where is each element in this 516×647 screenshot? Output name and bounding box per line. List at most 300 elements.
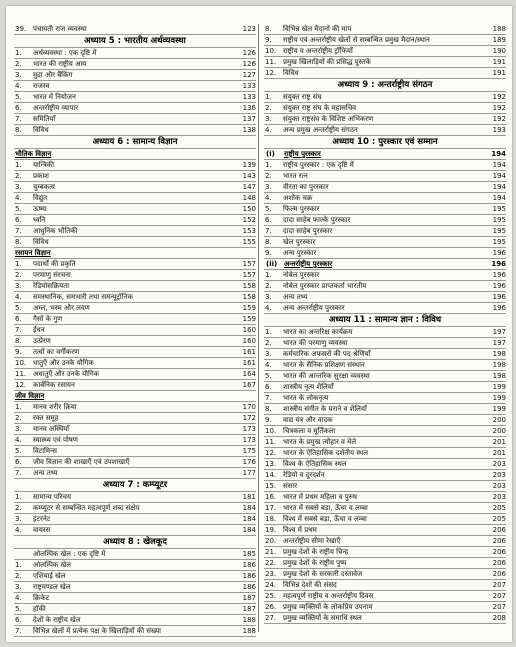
page-number: 205 <box>492 515 506 523</box>
entry-number: 2. <box>265 172 272 180</box>
entry-title: दादा साहेब पुरस्कार <box>283 227 333 235</box>
toc-entry <box>264 602 506 613</box>
entry-title: चुम्बकत्व <box>33 183 55 191</box>
entry-number: 7. <box>15 469 22 477</box>
toc-entry <box>14 457 256 468</box>
entry-number: 10. <box>265 427 277 435</box>
entry-title: भारत का अन्तरिक्ष कार्यक्रम <box>283 328 353 336</box>
toc-entry <box>264 547 506 558</box>
entry-number: 8. <box>265 405 272 413</box>
toc-entry <box>264 114 506 125</box>
entry-number: 6. <box>265 216 272 224</box>
entry-title: राष्ट्रीय पुरस्कार : एक दृष्टि में <box>283 161 354 169</box>
entry-title: कम्प्यूटर से सम्बन्धित महत्वपूर्ण शब्द संक्षेप <box>33 504 140 512</box>
page-number: 203 <box>492 493 506 501</box>
entry-title: भारत के प्रमुख त्यौहार व मेले <box>283 438 357 446</box>
toc-entry <box>264 46 506 57</box>
entry-number: 6. <box>15 315 22 323</box>
page-number: 206 <box>492 570 506 578</box>
entry-title: विश्व में सबसे बड़ा, ऊँचा व लम्बा <box>283 515 367 523</box>
toc-entry <box>14 270 256 281</box>
toc-entry <box>14 503 256 514</box>
toc-left-column <box>14 24 256 637</box>
entry-title: जीव विज्ञान की शाखाएँ एवं उपशाखाएँ <box>33 458 130 466</box>
entry-title: परमाणु संरचना <box>33 271 71 279</box>
entry-number: 5. <box>265 372 272 380</box>
entry-title: भारत में सबसे बड़ा, ऊँचा व लम्बा <box>283 504 368 512</box>
entry-title: विद्युत <box>33 194 48 202</box>
page-number: 206 <box>492 526 506 534</box>
entry-number: 4. <box>15 526 22 534</box>
entry-title: गैसों के गुण <box>33 315 63 323</box>
entry-title: स्वास्थ्य एवं पोषण <box>33 436 78 444</box>
entry-number: 5. <box>15 605 22 613</box>
toc-entry <box>264 536 506 547</box>
entry-number: 5. <box>15 205 22 213</box>
section-title: अन्तर्राष्ट्रीय पुरस्कार <box>284 260 333 268</box>
entry-title: अर्थव्यवस्था : एक दृष्टि में <box>33 49 97 57</box>
toc-entry <box>14 514 256 525</box>
page-number: 159 <box>242 304 256 312</box>
page-number: 193 <box>492 126 506 134</box>
entry-title: संसार <box>283 482 298 490</box>
page-number: 196 <box>492 304 506 312</box>
toc-entry <box>14 259 256 270</box>
entry-number: 8. <box>265 25 272 33</box>
toc-entry <box>14 468 256 479</box>
entry-title: संयुक्त राष्ट्र संघ के महासचिव <box>283 104 357 112</box>
page-number: 161 <box>242 359 256 367</box>
page-number: 195 <box>492 216 506 224</box>
page-number: 198 <box>492 361 506 369</box>
entry-number: 7. <box>15 326 22 334</box>
page-number: 138 <box>242 126 256 134</box>
entry-title: भारत के सैनिक प्रशिक्षण संस्थान <box>283 361 365 369</box>
entry-title: ध्वनि <box>33 216 46 224</box>
entry-number: 2. <box>15 414 22 422</box>
toc-entry <box>264 360 506 371</box>
page-number: 207 <box>492 592 506 600</box>
toc-entry <box>14 402 256 413</box>
page-number: 181 <box>242 493 256 501</box>
entry-number: 3. <box>15 282 22 290</box>
page-number: 164 <box>242 370 256 378</box>
page-number: 206 <box>492 559 506 567</box>
page-number: 194 <box>491 150 506 158</box>
entry-title: अन्तर्राष्ट्रीय सीमा रेखाएँ <box>283 537 341 545</box>
entry-title: प्रकाश <box>33 172 49 180</box>
entry-title: विभिन्न खेल मैदानों की माप <box>283 25 352 33</box>
entry-number: 7. <box>265 227 272 235</box>
toc-entry <box>14 424 256 435</box>
toc-entry <box>14 549 256 560</box>
page-number: 194 <box>492 172 506 180</box>
toc-entry <box>14 125 256 136</box>
entry-title: विटामिन्स <box>33 447 58 455</box>
toc-entry <box>264 292 506 303</box>
chapter-heading: अध्याय 9 : अन्तर्राष्ट्रीय संगठन <box>264 79 506 92</box>
toc-entry <box>264 569 506 580</box>
entry-title: विश्व के ऐतिहासिक स्थल <box>283 460 347 468</box>
toc-entry <box>14 114 256 125</box>
entry-title: अन्य पुरस्कार <box>283 249 317 257</box>
entry-title: प्रमुख व्यक्तियों के समाधि स्थल <box>283 614 362 622</box>
page-number: 188 <box>242 627 256 635</box>
chapter-heading: अध्याय 10 : पुरस्कार एवं सम्मान <box>264 136 506 149</box>
entry-number: 6. <box>15 104 22 112</box>
entry-number: 25. <box>265 592 277 600</box>
entry-number: 10. <box>265 47 277 55</box>
toc-entry <box>264 35 506 46</box>
toc-entry <box>264 404 506 415</box>
toc-entry <box>14 571 256 582</box>
entry-title: प्रमुख खिलाड़ियों की प्रसिद्ध पुस्तकें <box>283 58 371 66</box>
page-number: 158 <box>242 293 256 301</box>
entry-title: चित्रकला व मूर्तिकला <box>283 427 336 435</box>
entry-title: यान्त्रिकी <box>33 161 55 169</box>
page-number: 196 <box>492 271 506 279</box>
entry-number: 1. <box>15 49 22 57</box>
toc-entry <box>14 604 256 615</box>
entry-title: रक्त समूह <box>33 414 59 422</box>
toc-entry <box>14 358 256 369</box>
page-number: 186 <box>242 561 256 569</box>
page-number: 200 <box>492 427 506 435</box>
entry-title: भारत रत्न <box>283 172 308 180</box>
toc-entry <box>14 582 256 593</box>
entry-number: 7. <box>15 227 22 235</box>
entry-title: समितियाँ <box>33 115 56 123</box>
toc-entry <box>14 336 256 347</box>
page-number: 196 <box>492 282 506 290</box>
toc-entry <box>264 92 506 103</box>
entry-number: 1. <box>15 403 22 411</box>
entry-number: 10. <box>15 359 27 367</box>
page-number: 173 <box>242 425 256 433</box>
entry-title: अन्तर्राष्ट्रीय व्यापार <box>33 104 79 112</box>
toc-entry <box>264 327 506 338</box>
entry-number: 5. <box>15 447 22 455</box>
page-number: 126 <box>242 60 256 68</box>
page-number: 192 <box>492 93 506 101</box>
section-number: (ii) <box>266 260 278 268</box>
toc-entry <box>14 314 256 325</box>
page-number: 195 <box>492 238 506 246</box>
toc-entry <box>264 338 506 349</box>
toc-entry <box>264 281 506 292</box>
entry-number: 6. <box>15 458 22 466</box>
entry-title: भारत के लोकनृत्य <box>283 394 329 402</box>
toc-entry <box>14 292 256 303</box>
toc-entry <box>264 591 506 602</box>
entry-number: 9. <box>265 249 272 257</box>
entry-number: 2. <box>15 504 22 512</box>
page-number: 123 <box>242 25 256 33</box>
entry-number: 18. <box>265 515 277 523</box>
entry-title: संयुक्त राष्ट्रसंघ के विशिष्ट अभिकरण <box>283 115 374 123</box>
entry-number: 8. <box>265 238 272 246</box>
entry-title: अन्य प्रमुख अन्तर्राष्ट्रीय संगठन <box>283 126 358 134</box>
page-number: 192 <box>492 104 506 112</box>
section-number: (i) <box>266 150 275 158</box>
entry-title: तत्वों का वर्गीकरण <box>33 348 80 356</box>
page-number: 153 <box>242 227 256 235</box>
section-heading <box>14 391 256 402</box>
entry-title: रेडियो व दूरदर्शन <box>283 471 325 479</box>
entry-title: भारत की परमाणु व्यवस्था <box>283 339 348 347</box>
entry-title: राष्ट्रमण्डल खेल <box>33 583 71 591</box>
page-number: 173 <box>242 436 256 444</box>
entry-title: संयुक्त राष्ट्र संघ <box>283 93 322 101</box>
page-number: 127 <box>242 71 256 79</box>
toc-entry <box>264 426 506 437</box>
toc-entry <box>14 160 256 171</box>
entry-title: प्रमुख देशों के राष्ट्रीय पुष्प <box>283 559 347 567</box>
entry-number: 23. <box>265 570 277 578</box>
page-number: 158 <box>242 282 256 290</box>
toc-entry <box>264 226 506 237</box>
entry-title: प्रमुख व्यक्तियों के लोकप्रिय उपनाम <box>283 603 373 611</box>
toc-entry <box>264 193 506 204</box>
chapter-heading: अध्याय 5 : भारतीय अर्थव्यवस्था <box>14 35 256 48</box>
page-number: 201 <box>492 438 506 446</box>
section-title: भौतिक विज्ञान <box>15 150 52 158</box>
page-number: 196 <box>491 260 506 268</box>
page-number: 208 <box>492 614 506 622</box>
entry-title: शास्त्रीय नृत्य शैलियाँ <box>283 383 334 391</box>
entry-number: 2. <box>265 282 272 290</box>
entry-number: 4. <box>15 436 22 444</box>
entry-number: 3. <box>15 583 22 591</box>
page-number: 198 <box>492 372 506 380</box>
toc-entry <box>14 325 256 336</box>
page-number: 176 <box>242 458 256 466</box>
entry-number: 4. <box>15 594 22 602</box>
entry-number: 20. <box>265 537 277 545</box>
toc-entry <box>14 81 256 92</box>
toc-entry <box>14 303 256 314</box>
toc-entry <box>14 92 256 103</box>
toc-entry <box>264 470 506 481</box>
page-number: 192 <box>492 115 506 123</box>
chapter-heading: अध्याय 8 : खेलकूद <box>14 536 256 549</box>
entry-number: 19. <box>265 526 277 534</box>
entry-number: 14. <box>265 471 277 479</box>
entry-title: राजस्व <box>33 82 50 90</box>
entry-title: कार्बनिक रसायन <box>33 381 75 389</box>
page-number: 188 <box>492 25 506 33</box>
entry-title: अम्ल, भस्म और लवण <box>33 304 90 312</box>
entry-number: 12. <box>15 381 27 389</box>
toc-entry <box>264 160 506 171</box>
toc-entry <box>264 237 506 248</box>
toc-entry <box>14 215 256 226</box>
toc-entry <box>14 171 256 182</box>
entry-number: 3. <box>15 425 22 433</box>
page-number: 157 <box>242 260 256 268</box>
entry-title: देशों के राष्ट्रीय खेल <box>33 616 81 624</box>
entry-title: भारत की आन्तरिक सुरक्षा व्यवस्था <box>283 372 370 380</box>
entry-title: मानव अस्थियाँ <box>33 425 70 433</box>
entry-title: वाद्य यंत्र और वादक <box>283 416 333 424</box>
page-number: 184 <box>242 526 256 534</box>
page-number: 148 <box>242 194 256 202</box>
entry-number: 6. <box>265 383 272 391</box>
page-number: 160 <box>242 326 256 334</box>
entry-number: 2. <box>265 104 272 112</box>
entry-title: मानव शरीर क्रिया <box>33 403 77 411</box>
entry-number: 7. <box>265 394 272 402</box>
entry-title: ओलम्पिक खेल : एक दृष्टि में <box>33 550 106 558</box>
toc-entry <box>14 237 256 248</box>
toc-entry <box>264 613 506 624</box>
page-number: 195 <box>492 227 506 235</box>
entry-title: विविध <box>283 69 299 77</box>
toc-entry <box>14 615 256 626</box>
section-heading <box>14 149 256 160</box>
toc-entry <box>14 182 256 193</box>
page-number: 136 <box>242 104 256 112</box>
entry-title: प्रमुख देशों के सरकारी दस्तावेज <box>283 570 363 578</box>
entry-number: 6. <box>15 616 22 624</box>
entry-number: 15. <box>265 482 277 490</box>
toc-entry <box>264 371 506 382</box>
toc-right-column <box>264 24 506 624</box>
section-heading <box>264 149 506 160</box>
entry-number: 6. <box>15 216 22 224</box>
page-number: 201 <box>492 449 506 457</box>
entry-number: 4. <box>265 304 272 312</box>
toc-entry <box>264 448 506 459</box>
toc-entry <box>264 204 506 215</box>
entry-number: 26. <box>265 603 277 611</box>
page-number: 203 <box>492 460 506 468</box>
entry-title: फिल्म पुरस्कार <box>283 205 320 213</box>
entry-number: 13. <box>265 460 277 468</box>
entry-title: क्रिकेट <box>33 594 50 602</box>
entry-number: 9. <box>265 36 272 44</box>
entry-number: 7. <box>15 627 22 635</box>
entry-title: ईंधन <box>33 326 45 334</box>
page-number: 203 <box>492 471 506 479</box>
entry-title: सामान्य परिचय <box>33 493 72 501</box>
page-number: 137 <box>242 115 256 123</box>
entry-title: खेल पुरस्कार <box>283 238 316 246</box>
toc-entry <box>14 413 256 424</box>
page-number: 185 <box>242 550 256 558</box>
section-title: जीव विज्ञान <box>15 392 45 400</box>
toc-entry <box>264 57 506 68</box>
entry-number: 2. <box>15 271 22 279</box>
toc-entry <box>264 182 506 193</box>
entry-number: 5. <box>15 93 22 101</box>
entry-title: विविध <box>33 126 49 134</box>
entry-number: 17. <box>265 504 277 512</box>
toc-entry <box>14 593 256 604</box>
toc-entry <box>14 70 256 81</box>
toc-entry <box>14 24 256 35</box>
entry-title: एशियाई खेल <box>33 572 66 580</box>
page-number: 207 <box>492 581 506 589</box>
toc-entry <box>14 446 256 457</box>
entry-number: 3. <box>15 515 22 523</box>
toc-entry <box>14 59 256 70</box>
entry-number: 27. <box>265 614 277 622</box>
page-number: 194 <box>492 194 506 202</box>
entry-title: कर्मचारिक अफसरों की पद श्रेणियाँ <box>283 350 371 358</box>
entry-number: 4. <box>15 82 22 90</box>
entry-title: वीरता का पुरस्कार <box>283 183 329 191</box>
toc-entry <box>264 215 506 226</box>
toc-entry <box>14 380 256 391</box>
page-number: 194 <box>492 161 506 169</box>
entry-title: विविध <box>33 238 49 246</box>
entry-number: 1. <box>15 493 22 501</box>
toc-entry <box>264 514 506 525</box>
page-number: 157 <box>242 271 256 279</box>
page-number: 152 <box>242 216 256 224</box>
entry-title: अशोक चक्र <box>283 194 313 202</box>
entry-title: भारत के ऐतिहासिक दर्शनीय स्थल <box>283 449 369 457</box>
entry-number: 2. <box>15 172 22 180</box>
page-number: 206 <box>492 548 506 556</box>
entry-number: 3. <box>15 183 22 191</box>
toc-entry <box>264 24 506 35</box>
page-number: 205 <box>492 504 506 512</box>
entry-number: 7. <box>15 115 22 123</box>
section-heading <box>264 259 506 270</box>
entry-title: आधुनिक भौतिकी <box>33 227 78 235</box>
toc-entry <box>14 204 256 215</box>
entry-number: 8. <box>15 337 22 345</box>
page-number: 199 <box>492 394 506 402</box>
page-number: 187 <box>242 594 256 602</box>
entry-number <box>14 549 33 559</box>
entry-title: हॉकी <box>33 605 46 613</box>
page-number: 139 <box>242 161 256 169</box>
page-number: 190 <box>492 47 506 55</box>
entry-number: 1. <box>15 561 22 569</box>
entry-number: 5. <box>265 205 272 213</box>
page-number: 184 <box>242 504 256 512</box>
page-number: 172 <box>242 414 256 422</box>
entry-title: ओलम्पिक खेल <box>33 561 72 569</box>
toc-entry <box>264 125 506 136</box>
entry-number: 12. <box>265 449 277 457</box>
toc-entry <box>14 193 256 204</box>
entry-number: 2. <box>15 572 22 580</box>
entry-title: ऊष्मा <box>33 205 47 213</box>
entry-title: राष्ट्रीय एवं अन्तर्राष्ट्रीय खेलों से सम्बन्धित प्रमुख मैदान/स्थान <box>283 36 430 44</box>
entry-title: अन्य तथ्य <box>283 293 308 301</box>
entry-title: उत्प्रेरण <box>33 337 51 345</box>
document-page <box>6 6 512 642</box>
entry-title: नोबेल पुरस्कार <box>283 271 320 279</box>
page-number: 207 <box>492 603 506 611</box>
section-title: रसायन विज्ञान <box>15 249 51 257</box>
entry-number: 1. <box>265 328 272 336</box>
entry-number: 39. <box>15 25 27 33</box>
entry-number: 2. <box>265 339 272 347</box>
page-number: 197 <box>492 339 506 347</box>
page-number: 167 <box>242 381 256 389</box>
entry-number: 12. <box>265 69 277 77</box>
entry-title: भारत में नियोजन <box>33 93 76 101</box>
page-number: 200 <box>492 416 506 424</box>
page-number: 161 <box>242 348 256 356</box>
page-number: 196 <box>492 293 506 301</box>
entry-number: 4. <box>265 126 272 134</box>
